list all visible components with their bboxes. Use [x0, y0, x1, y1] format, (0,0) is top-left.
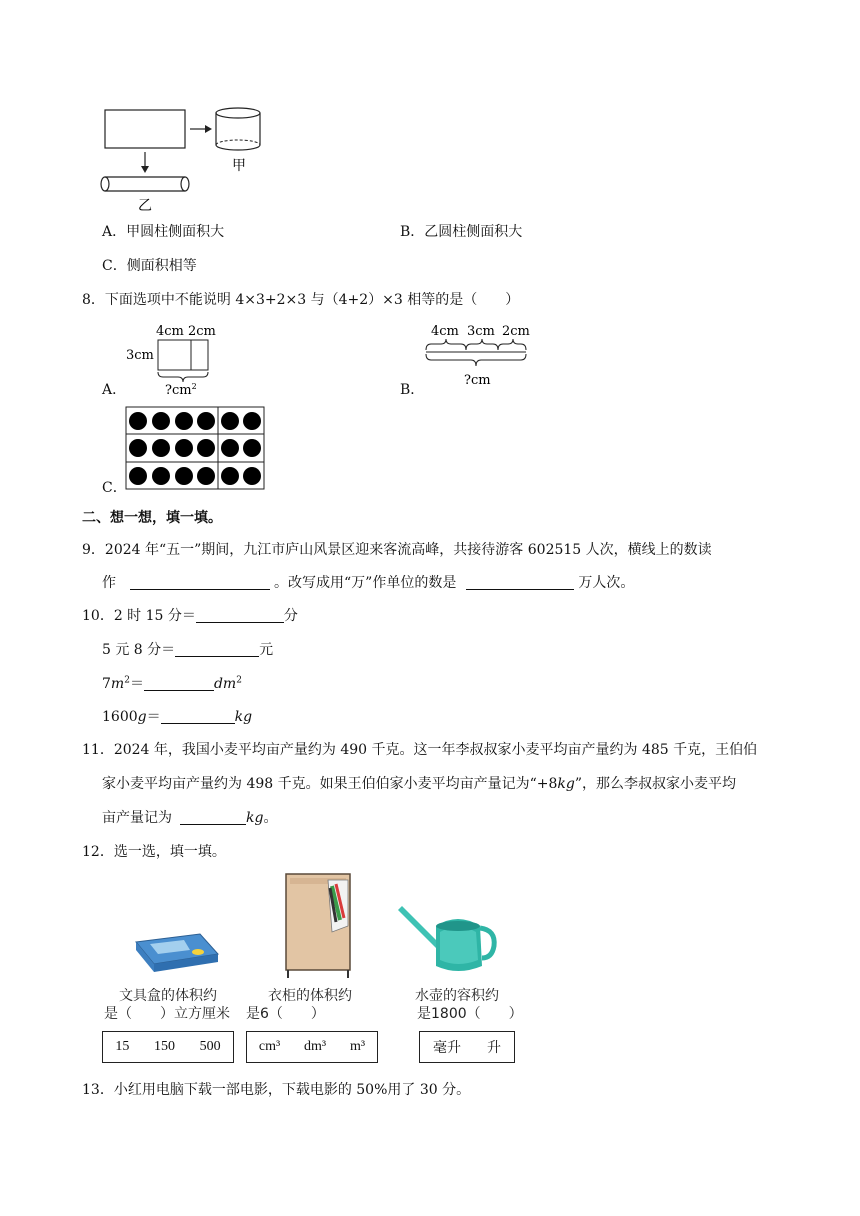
q7-option-b[interactable]: B．乙圆柱侧面积大: [400, 224, 523, 240]
q10-expr-2: 5 元 8 分＝: [102, 642, 176, 658]
q9-text-b: 。改写成用“万”作单位的数是: [274, 575, 457, 591]
option-15[interactable]: 15: [115, 1039, 130, 1054]
option-l[interactable]: 升: [487, 1040, 501, 1056]
q11-text-3a: 亩产量记为: [102, 810, 172, 826]
segment-label-2cm: 2cm: [502, 324, 530, 339]
q13-stem: 13．小红用电脑下载一部电影，下载电影的 50%用了 30 分。: [82, 1082, 471, 1098]
q11-line1: 11．2024 年，我国小麦平均亩产量约为 490 千克。这一年李叔叔家小麦平均亩产量约为 485 千克，王伯伯: [82, 742, 758, 758]
width-label-2cm: 2cm: [188, 324, 216, 339]
q11-text-3b: 。: [263, 810, 278, 826]
option-cm3[interactable]: cm³: [258, 1039, 281, 1054]
q9-line2: [102, 573, 634, 593]
pencil-box-image: [130, 928, 222, 976]
q10-eq-4: ＝: [146, 709, 161, 725]
q7-figure: [95, 100, 280, 215]
q8-option-a-figure: [125, 318, 235, 396]
q11-kg-2: kg: [246, 810, 264, 826]
q8-option-b-figure: [420, 318, 540, 396]
q10-line1: [82, 606, 298, 626]
unrolled-rectangle: [105, 110, 185, 148]
option-m3[interactable]: m³: [349, 1039, 366, 1054]
q10-line3: [102, 674, 242, 694]
brace-top-1: [426, 339, 466, 350]
q10-expr-1: 10．2 时 15 分＝: [82, 608, 196, 624]
watering-can-caption-1: 水壶的容积约: [415, 988, 499, 1004]
q10-unit-g: g: [137, 709, 147, 725]
q10-num-3: 7: [102, 676, 111, 692]
q10-blank-2[interactable]: [175, 642, 259, 657]
q7-option-c[interactable]: C．侧面积相等: [102, 258, 197, 274]
q9-blank-reading[interactable]: [130, 575, 270, 590]
q11-blank[interactable]: [180, 810, 246, 825]
q9-blank-wan[interactable]: [466, 575, 574, 590]
q10-unit-2: 元: [259, 642, 274, 658]
q8-option-b-letter[interactable]: B．: [400, 382, 425, 398]
wardrobe-options: [246, 1031, 378, 1063]
wardrobe-caption-1: 衣柜的体积约: [268, 988, 352, 1004]
brace-top-2: [466, 339, 498, 350]
arrow-down-head: [141, 166, 149, 173]
segment-label-3cm: 3cm: [467, 324, 495, 339]
pencil-box-caption-1: 文具盒的体积约: [119, 988, 217, 1004]
q12-stem: 12．选一选，填一填。: [82, 844, 226, 860]
option-500[interactable]: 500: [199, 1039, 221, 1054]
q11-kg-1: kg: [557, 776, 575, 792]
q11-text-2a: 家小麦平均亩产量约为 498 千克。如果王伯伯家小麦平均亩产量记为“+8: [102, 776, 558, 792]
label-jia: 甲: [232, 158, 246, 174]
q10-exp-m: 2: [124, 675, 130, 686]
q8-option-c-letter[interactable]: C．: [102, 480, 127, 496]
q10-exp-dm: 2: [236, 675, 242, 686]
q8-option-c-dot-grid: [125, 406, 267, 492]
q9-text-a: 作: [102, 575, 116, 591]
brace-bottom: [426, 354, 526, 366]
q10-unit-1: 分: [283, 608, 298, 624]
q10-eq-3: ＝: [129, 676, 144, 692]
arrow-right-head: [205, 125, 212, 133]
q11-line2: [102, 774, 736, 794]
brace-top-3: [498, 339, 526, 350]
height-label-3cm: 3cm: [126, 348, 154, 363]
cylinder-yi: [101, 177, 189, 191]
q10-blank-1[interactable]: [196, 608, 284, 623]
q10-num-4: 1600: [102, 709, 138, 725]
q7-option-a[interactable]: A．甲圆柱侧面积大: [102, 224, 225, 240]
option-ml[interactable]: 毫升: [433, 1040, 461, 1056]
brace-a: [158, 372, 208, 382]
q10-blank-3[interactable]: [144, 676, 214, 691]
option-150[interactable]: 150: [153, 1039, 175, 1054]
segment-label-4cm: 4cm: [431, 324, 459, 339]
cylinder-jia: [216, 108, 260, 150]
width-label-4cm: 4cm: [156, 324, 184, 339]
area-label: $?cm^2$: [165, 382, 197, 396]
label-yi: 乙: [138, 198, 152, 214]
q10-unit-kg: kg: [234, 709, 253, 725]
q10-line2: [102, 640, 273, 660]
total-length-label: ?cm: [464, 373, 491, 388]
q8-stem: 8．下面选项中不能说明 4×3+2×3 与（4+2）×3 相等的是（ ）: [82, 292, 520, 308]
pencil-box-caption-2: 是（ ）立方厘米: [104, 1006, 230, 1022]
q10-blank-4[interactable]: [161, 709, 235, 724]
q11-text-2b: ”，那么李叔叔家小麦平均: [574, 776, 737, 792]
option-dm3[interactable]: dm³: [304, 1039, 327, 1054]
watering-can-caption-2: 是1800（ ）: [417, 1006, 523, 1022]
watering-can-image: [396, 904, 498, 976]
section-title: 二、想一想，填一填。: [82, 510, 222, 526]
pencil-box-options: [102, 1031, 234, 1063]
q8-option-a-letter[interactable]: A．: [102, 382, 127, 398]
q9-text-c: 万人次。: [578, 575, 635, 591]
q10-line4: [102, 707, 252, 727]
dots: [129, 412, 261, 485]
large-rectangle: [158, 340, 208, 370]
wardrobe-image: [282, 872, 354, 980]
q10-unit-m: m: [110, 676, 125, 692]
wardrobe-caption-2: 是6（ ）: [246, 1006, 325, 1022]
q10-unit-dm: dm: [213, 676, 237, 692]
q11-line3: [102, 808, 277, 828]
watering-can-options: [419, 1031, 515, 1063]
q9-line1: 9．2024 年“五一”期间，九江市庐山风景区迎来客流高峰，共接待游客 602515 人次，横线上的数读: [82, 542, 712, 558]
